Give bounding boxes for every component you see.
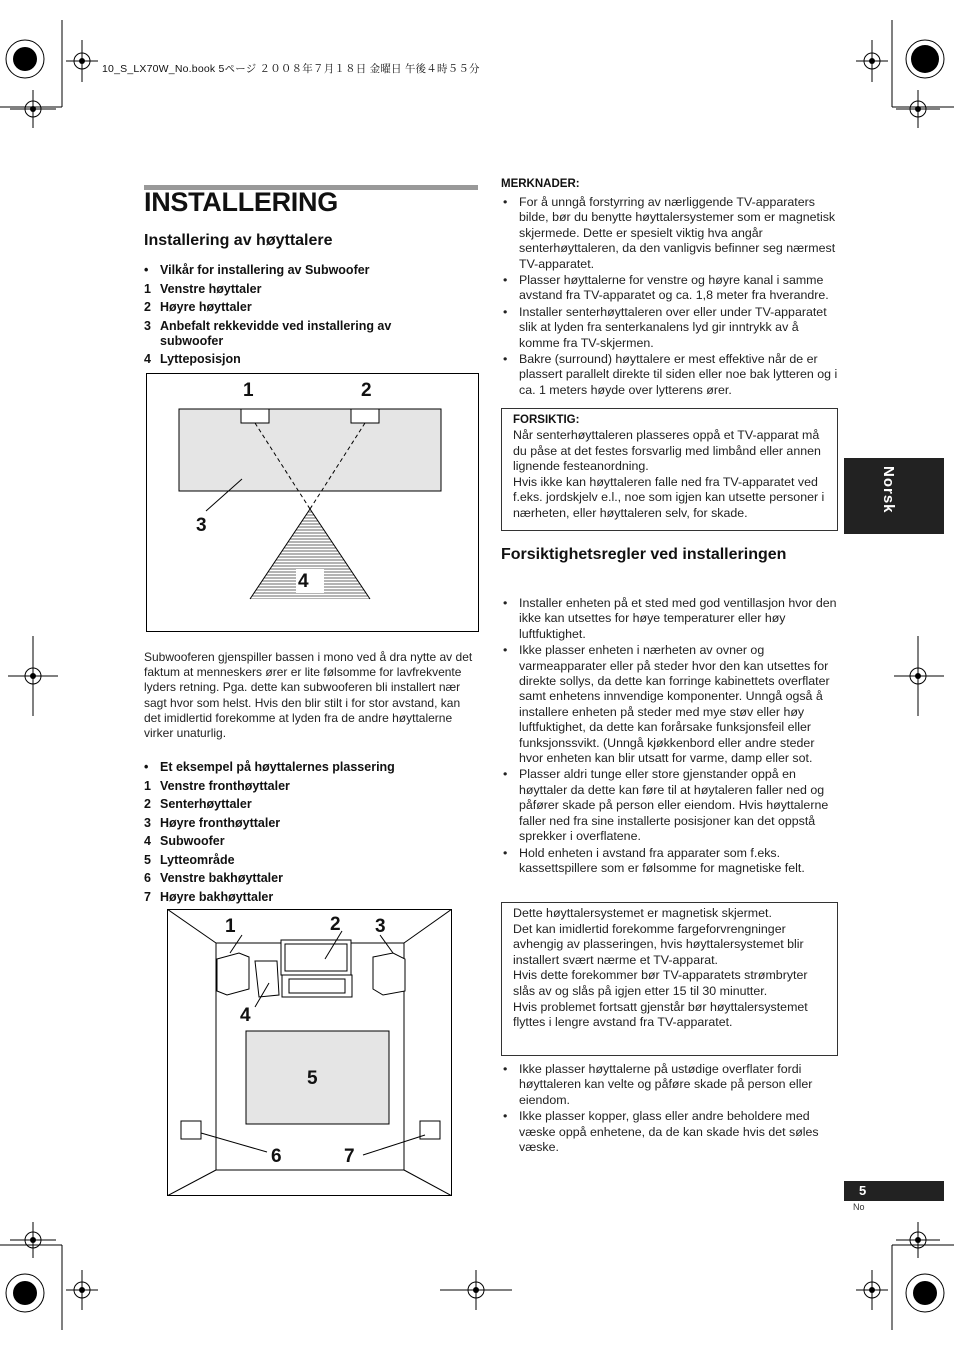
page-title: INSTALLERING	[144, 187, 338, 217]
list-item: 3 Høyre fronthøyttaler	[144, 815, 281, 830]
notes-heading: MERKNADER:	[501, 178, 580, 190]
right-rear-speaker-icon	[420, 1121, 440, 1139]
list-item: 3 Anbefalt rekkevidde ved installering av subwoofer	[144, 318, 392, 348]
list-item: • Vilkår for installering av Subwoofer	[144, 263, 370, 277]
left-rear-speaker-icon	[181, 1121, 201, 1139]
magnetic-text: Hvis problemet fortsatt gjenstår bør høyttalersystemet flyttes i lengre avstand fra TV-apparatet.	[513, 999, 808, 1030]
diagram-label: 3	[375, 916, 386, 937]
list-item: • Plasser aldri tunge eller store gjenstander oppå en høyttaler da dette kan føre til at høytaleren faller ned og påfører skade på person eller eiendom. Hvis høyttalerne faller ned fra sine installerte posisjoner kan det oppstå sprekker i overflatene.	[503, 767, 829, 844]
right-front-speaker-icon	[373, 953, 405, 995]
recommended-area	[179, 409, 441, 491]
list-item: • Plasser høyttalerne for venstre og høyre kanal i samme avstand fra TV-apparatet og ca. 1,8 meter fra hverandre.	[503, 273, 829, 303]
language-tab-label: Norsk	[880, 466, 897, 514]
notes-list	[501, 195, 839, 399]
list-item: • Bakre (surround) høyttalere er mest effektive når de er plassert parallelt direkte til siden eller noe bak lytteren og i ca. 1 meters høyde over lytterens ører.	[503, 352, 838, 397]
subwoofer-paragraph: Subwooferen gjenspiller bassen i mono ved å dra nytte av det faktum at menneskers ører er lite følsomme for lavfrekvente lyders retning. Pga. dette kan subwooferen bli installert nær sagt hvor som helst. Hvis den blir stilt i for stor avstand, kan det imidlertid forekomme at lyden fra de andre høyttalerne virker unaturlig.	[144, 650, 473, 741]
diagram-label: 2	[330, 914, 341, 935]
page-number: 5	[859, 1183, 867, 1198]
diagram-label: 5	[307, 1068, 318, 1089]
list-item: 4 Subwoofer	[144, 834, 225, 848]
diagram-label: 7	[344, 1146, 355, 1167]
magnetic-text: Hvis dette forekommer bør TV-apparatets strømbryter slås av og slås på igjen etter 15 til 30 minutter.	[513, 968, 808, 998]
final-list	[501, 1062, 839, 1156]
list-item: 1 Venstre høyttaler	[144, 281, 262, 296]
list-item: • Hold enheten i avstand fra apparater som f.eks. kassettspillere som er følsomme for magnetiske felt.	[503, 845, 805, 875]
left-speaker-icon	[241, 409, 269, 423]
language-tab	[844, 458, 944, 534]
section-heading-speakers: Installering av høyttalere	[144, 232, 333, 249]
list-item: • Et eksempel på høyttalernes plassering	[144, 760, 395, 774]
diagram-label: 2	[361, 380, 372, 401]
page-lang: No	[853, 1202, 865, 1212]
precautions-heading: Forsiktighetsregler ved installeringen	[501, 546, 787, 563]
subwoofer-icon	[255, 961, 279, 997]
list-item: • Installer senterhøyttaleren over eller under TV-apparatet slik at lyden fra senterkanalens lyd gir inntrykk av å komme fra TV-skjermen.	[503, 304, 827, 350]
caution-text: Når senterhøyttaleren plasseres oppå et TV-apparat må du påse at det festes forsvarlig med limbånd eller annen lignende festeanordning.	[513, 428, 821, 474]
list-item: 5 Lytteområde	[144, 852, 235, 867]
list-item: • Ikke plasser enheten i nærheten av ovner og varmeapparater eller på steder hvor den kan utsettes for direkte sollys, da dette kan forringe kabinettets overflater samt enhetens innvendige komponenter. Unngå også å installere enheten på steder med mye støv eller høy luftfuktighet, da dette kan forårsake funksjonsfeil eller funksjonssvikt. (Unngå kjøkkenbord eller andre steder hvor enheten kan blir utsatt for varme, damp eller sot.	[503, 643, 830, 766]
list-item: 2 Høyre høyttaler	[144, 300, 252, 314]
page-number-box	[844, 1181, 944, 1201]
list-item: • Ikke plasser kopper, glass eller andre beholdere med væske oppå enhetene, da de kan skade hvis det søles væske.	[503, 1109, 819, 1155]
caution-heading: FORSIKTIG:	[513, 414, 580, 426]
right-speaker-icon	[351, 409, 379, 423]
magnetic-text: Det kan imidlertid forekomme fargeforvrengninger avhengig av plasseringen, hvis høyttalersystemet blir installert svært nærme et TV-apparat.	[513, 921, 804, 967]
diagram-label: 1	[243, 380, 254, 401]
left-front-speaker-icon	[217, 953, 249, 995]
list-item: • Installer enheten på et sted med god ventillasjon hvor den ikke kan utsettes for høye temperaturer eller høy luftfuktighet.	[503, 596, 837, 641]
print-header: 10_S_LX70W_No.book 5ページ ２００８年７月１８日 金曜日 午後４時５５分	[102, 63, 480, 75]
caution-text: Hvis ikke kan høyttaleren falle ned fra TV-apparatet ved f.eks. jordskjelv e.l., noe som igjen kan utsette personer i nærheten, eller høyttaleren selv, for skade.	[513, 474, 825, 520]
caution-box	[501, 408, 838, 531]
diagram-label: 3	[196, 515, 207, 536]
speaker-layout-list	[144, 760, 444, 908]
diagram-label: 4	[298, 571, 309, 592]
diagram-label: 6	[271, 1146, 282, 1167]
magnetic-shield-box	[501, 902, 838, 1056]
list-item: 2 Senterhøyttaler	[144, 797, 252, 811]
list-item: 6 Venstre bakhøyttaler	[144, 871, 283, 885]
list-item: • For å unngå forstyrring av nærliggende TV-apparaters bilde, bør du benytte høyttalersystemer som er magnetisk skjermede. Dette er spesielt viktig hva angår senterhøyttaleren, da den vanligvis befinner seg nærmest TV-apparatet.	[503, 195, 836, 271]
room-layout-diagram	[167, 909, 452, 1196]
magnetic-text: Dette høyttalersystemet er magnetisk skjermet.	[513, 906, 772, 920]
list-item: 1 Venstre fronthøyttaler	[144, 778, 290, 793]
list-item: • Ikke plasser høyttalerne på ustødige overflater fordi høyttaleren kan velte og påføre skade på person eller eiendom.	[503, 1062, 813, 1107]
diagram-label: 4	[240, 1005, 251, 1026]
list-item: 7 Høyre bakhøyttaler	[144, 889, 274, 904]
list-item: 4 Lytteposisjon	[144, 352, 241, 366]
diagram-label: 1	[225, 916, 236, 937]
precautions-list	[501, 596, 839, 877]
subwoofer-placement-diagram	[146, 373, 479, 632]
speaker-conditions-list	[144, 263, 444, 371]
